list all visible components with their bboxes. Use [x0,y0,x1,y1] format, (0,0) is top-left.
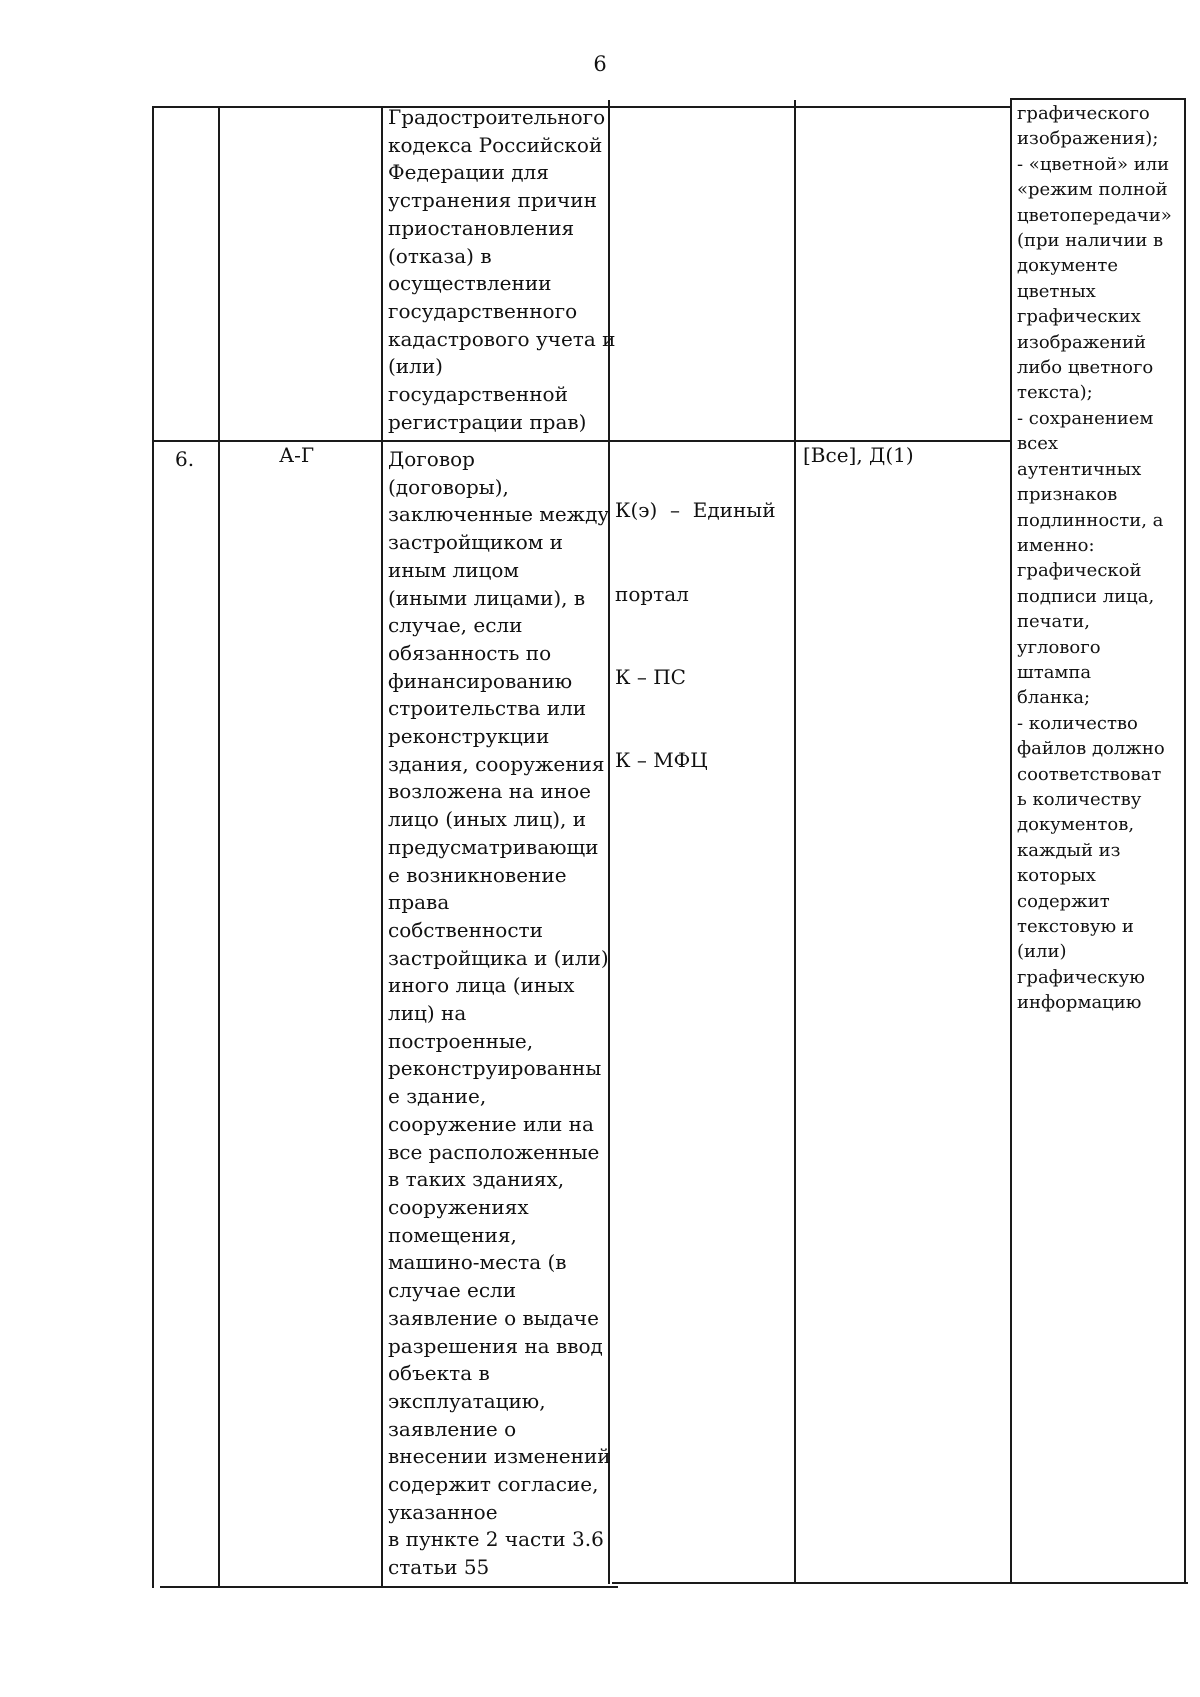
document-line: статьи 55 [388,1555,490,1580]
column-border-6 [1010,98,1012,1584]
document-line: е возникновение [388,862,567,887]
prev-row-document-line: Градостроительного [388,105,606,129]
document-line: собственности [388,917,543,942]
requirements-line: всех [1017,433,1059,455]
document-line: реконструированны [388,1056,602,1081]
document-line: внесении изменений [388,1444,611,1469]
requirements-line: либо цветного [1017,357,1154,379]
requirements-line: подлинности, а [1017,509,1164,531]
document-line: Договор [388,447,475,471]
requirements-line: документов, [1017,814,1135,836]
requirements-line: цветопередачи» [1017,204,1172,226]
document-line: е здание, [388,1084,487,1109]
channel-line: портал [615,581,689,606]
document-line: содержит согласие, [388,1472,599,1497]
requirements-line: графической [1017,560,1142,582]
requirements-line: текста); [1017,382,1093,404]
document-line: эксплуатацию, [388,1388,546,1413]
document-line: заключенные между [388,502,610,527]
prev-row-document-cell [388,104,615,436]
document-line: указанное [388,1499,498,1524]
prev-row-document-line: (отказа) в [388,243,492,268]
page-number: 6 [593,52,607,76]
prev-row-document-line: кадастрового учета и [388,326,616,351]
column-border-3 [381,106,383,1586]
table-bottom-border [160,1586,618,1588]
column-border-1 [152,106,154,1588]
document-line: случае если [388,1278,517,1303]
requirements-top-border [1010,98,1186,100]
document-line: (иными лицами), в [388,585,586,610]
requirements-line: цветных [1017,280,1096,302]
column-border-5 [794,100,796,1584]
document-line: права [388,890,450,915]
row-codes: [Все], Д(1) [803,443,914,467]
requirements-line: текстовую и [1017,916,1134,937]
document-line: здания, сооружения [388,751,605,776]
row-document-cell [388,446,611,1582]
requirements-line: графических [1017,306,1141,328]
prev-row-document-line: устранения причин [388,188,597,213]
prev-row-document-line: кодекса Российской [388,132,603,157]
document-line: сооружениях [388,1194,529,1219]
requirements-line: графическую [1017,966,1145,988]
document-line: объекта в [388,1361,490,1386]
requirements-line: признаков [1017,484,1118,506]
document-line: лиц) на [388,1001,467,1026]
document-line: построенные, [388,1028,534,1053]
document-line: помещения, [388,1222,517,1247]
prev-row-document-line: Федерации для [388,160,549,185]
requirements-line: именно: [1017,534,1095,556]
requirements-line: которых [1017,865,1096,887]
document-line: разрешения на ввод [388,1333,603,1358]
requirements-line: файлов должно [1017,738,1165,760]
prev-row-document-line: государственной [388,382,568,407]
document-line: предусматривающи [388,834,599,859]
column-border-2 [218,106,220,1588]
requirements-line: - «цветной» или [1017,153,1170,175]
channel-line: К – МФЦ [615,747,708,772]
document-line: иного лица (иных [388,973,575,998]
prev-row-document-line: регистрации прав) [388,409,587,434]
document-line: реконструкции [388,724,550,749]
requirements-cell [1017,101,1172,1016]
requirements-line: бланка; [1017,687,1091,709]
requirements-line: ь количеству [1017,788,1142,810]
requirements-line: каждый из [1017,839,1121,861]
document-line: в таких зданиях, [388,1167,565,1192]
prev-row-document-line: государственного [388,298,578,323]
document-line: заявление о [388,1416,517,1441]
document-line: (договоры), [388,474,509,499]
document-line: заявление о выдаче [388,1305,599,1330]
requirements-line: штампа [1017,661,1092,683]
requirements-line: графического [1017,103,1150,124]
requirements-line: (или) [1017,941,1067,963]
channel-line: К(э) – Единый [615,498,776,523]
prev-row-document-line: приостановления [388,215,575,240]
row-category: А-Г [279,443,315,467]
requirements-line: информацию [1017,992,1142,1014]
document-line: застройщика и (или) [388,945,609,970]
requirements-line: углового [1017,636,1101,658]
requirements-line: изображения); [1017,128,1159,150]
document-line: строительства или [388,696,587,721]
document-line: лицо (иных лиц), и [388,807,587,832]
requirements-line: - количество [1017,712,1138,734]
requirements-line: документе [1017,255,1119,277]
document-line: иным лицом [388,557,519,582]
table-bottom-border-right [612,1582,1188,1584]
requirements-line: содержит [1017,890,1110,912]
channel-line: К – ПС [615,664,686,689]
requirements-line: печати, [1017,611,1090,633]
requirements-line: - сохранением [1017,407,1154,429]
requirements-line: изображений [1017,331,1146,353]
document-line: застройщиком и [388,530,563,555]
column-border-7 [1184,98,1186,1584]
document-line: финансированию [388,668,573,693]
requirements-line: подписи лица, [1017,585,1155,607]
prev-row-document-line: (или) [388,354,443,379]
document-line: сооружение или на [388,1111,594,1136]
row-number: 6. [175,447,195,471]
requirements-line: соответствоват [1017,763,1162,785]
requirements-line: «режим полной [1017,179,1168,201]
row-channel-cell [615,442,776,830]
document-line: машино-места (в [388,1250,567,1275]
document-line: все расположенные [388,1139,600,1164]
requirements-line: аутентичных [1017,458,1142,480]
document-line: обязанность по [388,640,552,665]
document-line: в пункте 2 части 3.6 [388,1527,604,1552]
document-line: возложена на иное [388,779,591,804]
requirements-line: (при наличии в [1017,230,1164,252]
document-line: случае, если [388,613,523,638]
prev-row-document-line: осуществлении [388,271,552,296]
